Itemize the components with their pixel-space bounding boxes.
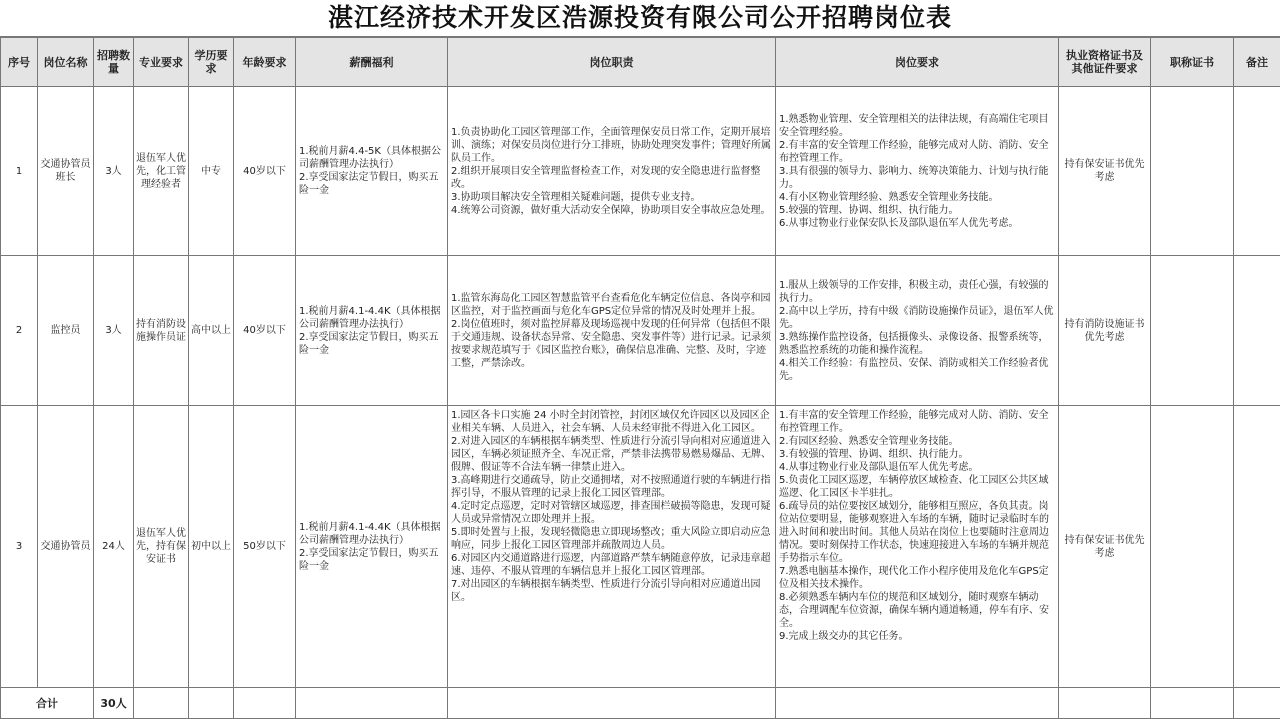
empty-cell xyxy=(448,688,776,719)
cell-cert: 持有保安证书优先考虑 xyxy=(1059,87,1151,256)
cell-edu: 高中以上 xyxy=(189,256,234,406)
cell-reqs: 1.有丰富的安全管理工作经验，能够完成对人防、消防、安全布控管理工作。 2.有园区经验、熟悉安全管理业务技能。 3.有较强的管理、协调、组织、执行能力。 4.从事过物业行业及部队退伍军人优先考虑。 5.负责化工园区巡逻，车辆停放区域检查、化工园区公共区域巡逻、化工园区卡半驻扎。 6.疏导员的站位要按区域划分，能够相互照应，各负其责。岗位站位要明显，能够观察进入车场的车辆，随时记录临时车的进入时间和驶出时间。其他人员站在岗位上也要随时注意周边情况。要时刻保持工作状态，快速迎接进入车场的车辆并规范手势指示车位。 7.熟悉电脑基本操作，现代化工作小程序使用及危化车GPS定位及相关技术操作。 8.必须熟悉车辆内车位的规范和区域划分，随时观察车辆动态，合理调配车位资源，确保车辆内通道畅通，停车有序、安全。 9.完成上级交办的其它任务。 xyxy=(776,406,1059,688)
cell-no: 2 xyxy=(1,256,38,406)
header-salary: 薪酬福利 xyxy=(296,38,448,87)
cell-name: 交通协管员 xyxy=(38,406,94,688)
cell-title-cert xyxy=(1151,406,1234,688)
cell-reqs: 1.熟悉物业管理、安全管理相关的法律法规，有高端住宅项目安全管理经验。 2.有丰富的安全管理工作经验，能够完成对人防、消防、安全布控管理工作。 3.具有很强的领导力、影响力、统筹决策能力、计划与执行能力。 4.有小区物业管理经验、熟悉安全管理业务技能。 5.较强的管理、协调、组织、执行能力。 6.从事过物业行业保安队长及部队退伍军人优先考虑。 xyxy=(776,87,1059,256)
empty-cell xyxy=(234,688,296,719)
cell-no: 1 xyxy=(1,87,38,256)
empty-cell xyxy=(1059,688,1151,719)
cell-name: 监控员 xyxy=(38,256,94,406)
cell-count: 3人 xyxy=(94,256,134,406)
cell-salary: 1.税前月薪4.1-4.4K（具体根据公司薪酬管理办法执行） 2.享受国家法定节假日，购买五险一金 xyxy=(296,406,448,688)
header-cert: 执业资格证书及其他证件要求 xyxy=(1059,38,1151,87)
header-count: 招聘数量 xyxy=(94,38,134,87)
cell-no: 3 xyxy=(1,406,38,688)
cell-name: 交通协管员班长 xyxy=(38,87,94,256)
cell-note xyxy=(1234,406,1280,688)
header-reqs: 岗位要求 xyxy=(776,38,1059,87)
header-no: 序号 xyxy=(1,38,38,87)
header-major: 专业要求 xyxy=(134,38,189,87)
cell-salary: 1.税前月薪4.1-4.4K（具体根据公司薪酬管理办法执行） 2.享受国家法定节假日，购买五险一金 xyxy=(296,256,448,406)
table-row xyxy=(1,256,1280,406)
cell-age: 40岁以下 xyxy=(234,256,296,406)
total-row xyxy=(1,688,1280,719)
header-title-cert: 职称证书 xyxy=(1151,38,1234,87)
cell-duties: 1.负责协助化工园区管理部工作，全面管理保安员日常工作，定期开展培训、演练；对保安员岗位进行分工排班，协助处理突发事件；管理好所属队员工作。 2.组织开展项目安全管理监督检查工作，对发现的安全隐患进行监督整改。 3.协助项目解决安全管理相关疑难问题，提供专业支持。 4.统筹公司资源，做好重大活动安全保障，协助项目安全事故应急处理。 xyxy=(448,87,776,256)
empty-cell xyxy=(134,688,189,719)
cell-duties: 1.园区各卡口实施 24 小时全封闭管控，封闭区域仅允许园区以及园区企业相关车辆、人员进入，社会车辆、人员未经审批不得进入化工园区。 2.对进入园区的车辆根据车辆类型、性质进行分流引导向相对应通道进入园区，车辆必须证照齐全、车况正常，严禁非法携带易燃易爆品、无牌、假牌、假证等不合法车辆一律禁止进入。 3.高峰期进行交通疏导，防止交通拥堵，对不按照通道行驶的车辆进行指挥引导，不服从管理的记录上报化工园区管理部。 4.定时定点巡逻，定时对管辖区域巡逻，排查围栏破损等隐患，发现可疑人员或异常情况立即处理并上报。 5.即时处置与上报，发现轻微隐患立即现场整改；重大风险立即启动应急响应，同步上报化工园区管理部并疏散周边人员。 6.对园区内交通道路进行巡逻，内部道路严禁车辆随意停放，记录违章超速、违停、不服从管理的车辆信息并上报化工园区管理部。 7.对出园区的车辆根据车辆类型、性质进行分流引导向相对应通道出园区。 xyxy=(448,406,776,688)
header-name: 岗位名称 xyxy=(38,38,94,87)
cell-cert: 持有消防设施证书优先考虑 xyxy=(1059,256,1151,406)
empty-cell xyxy=(1234,688,1280,719)
header-edu: 学历要求 xyxy=(189,38,234,87)
cell-edu: 中专 xyxy=(189,87,234,256)
header-duties: 岗位职责 xyxy=(448,38,776,87)
cell-note xyxy=(1234,256,1280,406)
cell-title-cert xyxy=(1151,256,1234,406)
table-row xyxy=(1,406,1280,688)
cell-major: 退伍军人优先，化工管理经验者 xyxy=(134,87,189,256)
empty-cell xyxy=(1151,688,1234,719)
header-row xyxy=(1,38,1280,87)
empty-cell xyxy=(776,688,1059,719)
table-row xyxy=(1,87,1280,256)
cell-major: 持有消防设施操作员证 xyxy=(134,256,189,406)
cell-cert: 持有保安证书优先考虑 xyxy=(1059,406,1151,688)
cell-salary: 1.税前月薪4.4-5K（具体根据公司薪酬管理办法执行） 2.享受国家法定节假日，购买五险一金 xyxy=(296,87,448,256)
total-label: 合计 xyxy=(1,688,94,719)
cell-reqs: 1.服从上级领导的工作安排，积极主动，责任心强，有较强的执行力。 2.高中以上学历，持有中级《消防设施操作员证》，退伍军人优先。 3.熟练操作监控设备，包括摄像头、录像设备、报警系统等，熟悉监控系统的功能和操作流程。 4.相关工作经验：有监控员、安保、消防或相关工作经验者优先。 xyxy=(776,256,1059,406)
empty-cell xyxy=(296,688,448,719)
cell-age: 50岁以下 xyxy=(234,406,296,688)
header-age: 年龄要求 xyxy=(234,38,296,87)
cell-title-cert xyxy=(1151,87,1234,256)
cell-duties: 1.监管东海岛化工园区智慧监管平台查看危化车辆定位信息、各岗亭和园区监控，对于监控画面与危化车GPS定位异常的情况及时处理并上报。 2.岗位值班时，须对监控屏幕及现场巡视中发现的任何异常（包括但不限于交通违规、设备状态异常、安全隐患、突发事件等）进行记录。记录须按要求规范填写于《园区监控台账》，确保信息准确、完整、及时，字迹工整，严禁涂改。 xyxy=(448,256,776,406)
cell-major: 退伍军人优先，持有保安证书 xyxy=(134,406,189,688)
cell-note xyxy=(1234,87,1280,256)
empty-cell xyxy=(189,688,234,719)
recruitment-table xyxy=(0,37,1280,719)
cell-count: 3人 xyxy=(94,87,134,256)
cell-edu: 初中以上 xyxy=(189,406,234,688)
header-note: 备注 xyxy=(1234,38,1280,87)
cell-count: 24人 xyxy=(94,406,134,688)
total-count: 30人 xyxy=(94,688,134,719)
page-title: 湛江经济技术开发区浩源投资有限公司公开招聘岗位表 xyxy=(0,0,1280,37)
cell-age: 40岁以下 xyxy=(234,87,296,256)
